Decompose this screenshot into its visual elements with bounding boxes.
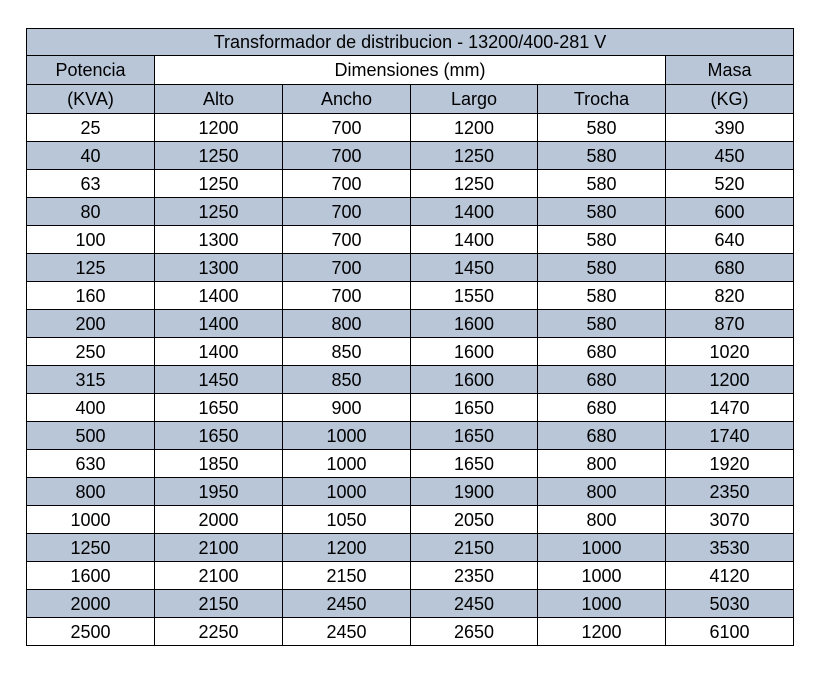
- cell-potencia: 40: [27, 142, 155, 170]
- cell-alto: 1650: [155, 394, 283, 422]
- header-masa: Masa: [666, 56, 794, 85]
- cell-masa: 520: [666, 170, 794, 198]
- table-row: [27, 534, 794, 562]
- cell-ancho: 700: [283, 282, 411, 310]
- cell-trocha: 580: [538, 310, 666, 338]
- cell-largo: 2450: [411, 590, 538, 618]
- table-row: [27, 366, 794, 394]
- table-row: [27, 114, 794, 142]
- cell-trocha: 800: [538, 478, 666, 506]
- cell-masa: 1200: [666, 366, 794, 394]
- table-row: [27, 506, 794, 534]
- cell-trocha: 580: [538, 142, 666, 170]
- cell-trocha: 800: [538, 506, 666, 534]
- cell-ancho: 700: [283, 254, 411, 282]
- cell-ancho: 850: [283, 338, 411, 366]
- cell-ancho: 1050: [283, 506, 411, 534]
- cell-largo: 1400: [411, 198, 538, 226]
- header-potencia-unit: (KVA): [27, 85, 155, 114]
- cell-masa: 3530: [666, 534, 794, 562]
- cell-alto: 2100: [155, 562, 283, 590]
- cell-masa: 1020: [666, 338, 794, 366]
- cell-largo: 1400: [411, 226, 538, 254]
- cell-trocha: 1000: [538, 590, 666, 618]
- cell-masa: 1920: [666, 450, 794, 478]
- table-row: [27, 338, 794, 366]
- cell-ancho: 1200: [283, 534, 411, 562]
- cell-ancho: 700: [283, 114, 411, 142]
- cell-trocha: 680: [538, 338, 666, 366]
- cell-masa: 3070: [666, 506, 794, 534]
- cell-alto: 2100: [155, 534, 283, 562]
- cell-alto: 1200: [155, 114, 283, 142]
- cell-largo: 1600: [411, 310, 538, 338]
- cell-ancho: 2150: [283, 562, 411, 590]
- cell-potencia: 100: [27, 226, 155, 254]
- cell-largo: 2650: [411, 618, 538, 646]
- cell-largo: 2350: [411, 562, 538, 590]
- cell-masa: 4120: [666, 562, 794, 590]
- header-potencia: Potencia: [27, 56, 155, 85]
- cell-masa: 6100: [666, 618, 794, 646]
- cell-alto: 1300: [155, 226, 283, 254]
- cell-masa: 2350: [666, 478, 794, 506]
- header-masa-unit: (KG): [666, 85, 794, 114]
- cell-ancho: 1000: [283, 422, 411, 450]
- cell-alto: 1250: [155, 170, 283, 198]
- cell-largo: 1650: [411, 394, 538, 422]
- cell-alto: 2000: [155, 506, 283, 534]
- cell-trocha: 680: [538, 422, 666, 450]
- cell-potencia: 400: [27, 394, 155, 422]
- cell-largo: 1250: [411, 142, 538, 170]
- cell-potencia: 250: [27, 338, 155, 366]
- cell-potencia: 500: [27, 422, 155, 450]
- cell-alto: 1400: [155, 310, 283, 338]
- cell-alto: 1450: [155, 366, 283, 394]
- table-row: [27, 450, 794, 478]
- cell-ancho: 1000: [283, 450, 411, 478]
- cell-potencia: 1250: [27, 534, 155, 562]
- cell-trocha: 1000: [538, 534, 666, 562]
- cell-trocha: 580: [538, 198, 666, 226]
- cell-masa: 5030: [666, 590, 794, 618]
- table-row: [27, 310, 794, 338]
- cell-alto: 2150: [155, 590, 283, 618]
- cell-largo: 1600: [411, 338, 538, 366]
- cell-masa: 390: [666, 114, 794, 142]
- cell-alto: 1850: [155, 450, 283, 478]
- cell-masa: 1740: [666, 422, 794, 450]
- cell-potencia: 125: [27, 254, 155, 282]
- header-trocha: Trocha: [538, 85, 666, 114]
- cell-largo: 1450: [411, 254, 538, 282]
- cell-ancho: 2450: [283, 618, 411, 646]
- cell-masa: 640: [666, 226, 794, 254]
- cell-alto: 1400: [155, 338, 283, 366]
- cell-largo: 2050: [411, 506, 538, 534]
- table-row: [27, 590, 794, 618]
- cell-potencia: 25: [27, 114, 155, 142]
- cell-trocha: 580: [538, 254, 666, 282]
- cell-trocha: 580: [538, 114, 666, 142]
- cell-ancho: 1000: [283, 478, 411, 506]
- table-row: [27, 394, 794, 422]
- cell-trocha: 800: [538, 450, 666, 478]
- cell-trocha: 580: [538, 282, 666, 310]
- cell-alto: 1950: [155, 478, 283, 506]
- cell-ancho: 800: [283, 310, 411, 338]
- header-largo: Largo: [411, 85, 538, 114]
- cell-ancho: 2450: [283, 590, 411, 618]
- cell-potencia: 200: [27, 310, 155, 338]
- cell-masa: 450: [666, 142, 794, 170]
- cell-largo: 1650: [411, 450, 538, 478]
- cell-trocha: 680: [538, 366, 666, 394]
- header-dimensiones: Dimensiones (mm): [155, 56, 666, 85]
- cell-largo: 1650: [411, 422, 538, 450]
- cell-potencia: 2500: [27, 618, 155, 646]
- table-row: [27, 478, 794, 506]
- table-row: [27, 226, 794, 254]
- cell-potencia: 630: [27, 450, 155, 478]
- cell-potencia: 2000: [27, 590, 155, 618]
- cell-masa: 820: [666, 282, 794, 310]
- header-ancho: Ancho: [283, 85, 411, 114]
- cell-trocha: 1200: [538, 618, 666, 646]
- cell-ancho: 700: [283, 226, 411, 254]
- cell-potencia: 80: [27, 198, 155, 226]
- transformer-table: [26, 28, 794, 646]
- cell-potencia: 315: [27, 366, 155, 394]
- cell-potencia: 800: [27, 478, 155, 506]
- cell-ancho: 900: [283, 394, 411, 422]
- cell-potencia: 63: [27, 170, 155, 198]
- cell-largo: 2150: [411, 534, 538, 562]
- cell-ancho: 700: [283, 170, 411, 198]
- table-row: [27, 142, 794, 170]
- table-row: [27, 254, 794, 282]
- cell-masa: 870: [666, 310, 794, 338]
- cell-alto: 1650: [155, 422, 283, 450]
- cell-alto: 1250: [155, 142, 283, 170]
- cell-largo: 1200: [411, 114, 538, 142]
- cell-ancho: 850: [283, 366, 411, 394]
- cell-trocha: 580: [538, 170, 666, 198]
- cell-largo: 1900: [411, 478, 538, 506]
- cell-masa: 1470: [666, 394, 794, 422]
- cell-alto: 2250: [155, 618, 283, 646]
- cell-trocha: 580: [538, 226, 666, 254]
- cell-alto: 1400: [155, 282, 283, 310]
- cell-alto: 1300: [155, 254, 283, 282]
- table-row: [27, 422, 794, 450]
- cell-trocha: 1000: [538, 562, 666, 590]
- table-row: [27, 170, 794, 198]
- table-row: [27, 198, 794, 226]
- cell-potencia: 1000: [27, 506, 155, 534]
- table-title: Transformador de distribucion - 13200/400-281 V: [27, 29, 794, 56]
- table-row: [27, 562, 794, 590]
- cell-masa: 600: [666, 198, 794, 226]
- header-alto: Alto: [155, 85, 283, 114]
- cell-ancho: 700: [283, 198, 411, 226]
- cell-trocha: 680: [538, 394, 666, 422]
- cell-masa: 680: [666, 254, 794, 282]
- cell-potencia: 1600: [27, 562, 155, 590]
- cell-alto: 1250: [155, 198, 283, 226]
- transformer-table-sheet: [26, 28, 793, 646]
- table-row: [27, 618, 794, 646]
- cell-largo: 1600: [411, 366, 538, 394]
- cell-largo: 1250: [411, 170, 538, 198]
- cell-largo: 1550: [411, 282, 538, 310]
- cell-potencia: 160: [27, 282, 155, 310]
- table-row: [27, 282, 794, 310]
- cell-ancho: 700: [283, 142, 411, 170]
